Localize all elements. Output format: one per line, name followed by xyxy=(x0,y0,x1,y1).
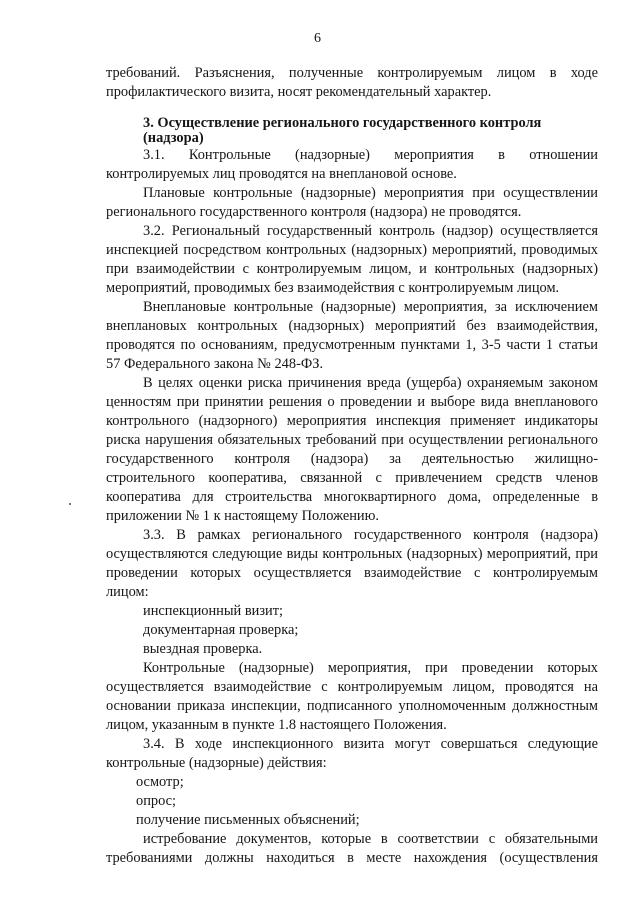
paragraph-unplanned: Внеплановые контрольные (надзорные) мероприятия, за исключением внеплановых контрольных (надзорных) мероприятий без взаимодействия, проводятся по основаниям, предусмотренным пунктами 1, 3-5 части 1 статьи 57 Федерального закона № 248-ФЗ. xyxy=(106,299,598,372)
list-item: опрос; xyxy=(136,793,177,809)
paragraph-order: Контрольные (надзорные) мероприятия, при проведении которых осуществляется взаимодействие с контролируемым лицом, проводятся на основании приказа инспекции, подписанного уполномоченным должностным лицом, указанным в пункте 1.8 настоящего Положения. xyxy=(106,660,598,733)
paragraph-documents: истребование документов, которые в соответствии с обязательными требованиями должны находиться в месте нахождения (осуществления xyxy=(106,831,598,866)
document-body xyxy=(106,64,598,868)
paragraph-3-1: 3.1. Контрольные (надзорные) мероприятия в отношении контролируемых лиц проводятся на внеплановой основе. xyxy=(106,147,598,182)
list-item: выездная проверка. xyxy=(143,641,263,657)
list-item: получение письменных объяснений; xyxy=(136,812,360,828)
page-number: 6 xyxy=(314,31,321,46)
section-heading: 3. Осуществление регионального государственного контроля (надзора) xyxy=(143,115,542,146)
list-item: инспекционный визит; xyxy=(143,603,284,619)
paragraph-planned: Плановые контрольные (надзорные) мероприятия при осуществлении регионального государственного контроля (надзора) не проводятся. xyxy=(106,185,598,220)
paragraph-3-2: 3.2. Региональный государственный контроль (надзор) осуществляется инспекцией посредством контрольных (надзорных) мероприятий, проводимых при взаимодействии с контролируемым лицом, и контрольных (надзорных) мероприятий, проводимых без взаимодействия с контролируемым лицом. xyxy=(106,223,598,296)
paragraph-3-4: 3.4. В ходе инспекционного визита могут совершаться следующие контрольные (надзорные) действия: xyxy=(106,736,598,771)
paragraph-risk-indicators: В целях оценки риска причинения вреда (ущерба) охраняемым законом ценностям при принятии решения о проведении и выборе вида внепланового контрольного (надзорного) мероприятия инспекция применяет индикаторы риска нарушения обязательных требований при осуществлении регионального государственного контроля (надзора) за деятельностью жилищно-строительного кооператива, связанной с привлечением средств членов кооператива для строительства многоквартирного дома, определенные в приложении № 1 к настоящему Положению. xyxy=(106,375,598,524)
intro-paragraph: требований. Разъяснения, полученные контролируемым лицом в ходе профилактического визита, носят рекомендательный характер. xyxy=(106,65,598,100)
list-item: осмотр; xyxy=(136,774,184,790)
paragraph-3-3: 3.3. В рамках регионального государственного контроля (надзора) осуществляются следующие виды контрольных (надзорных) мероприятий, при проведении которых осуществляется взаимодействие с контролируемым лицом: xyxy=(106,527,598,600)
list-item: документарная проверка; xyxy=(143,622,299,638)
scan-speck xyxy=(69,503,71,505)
